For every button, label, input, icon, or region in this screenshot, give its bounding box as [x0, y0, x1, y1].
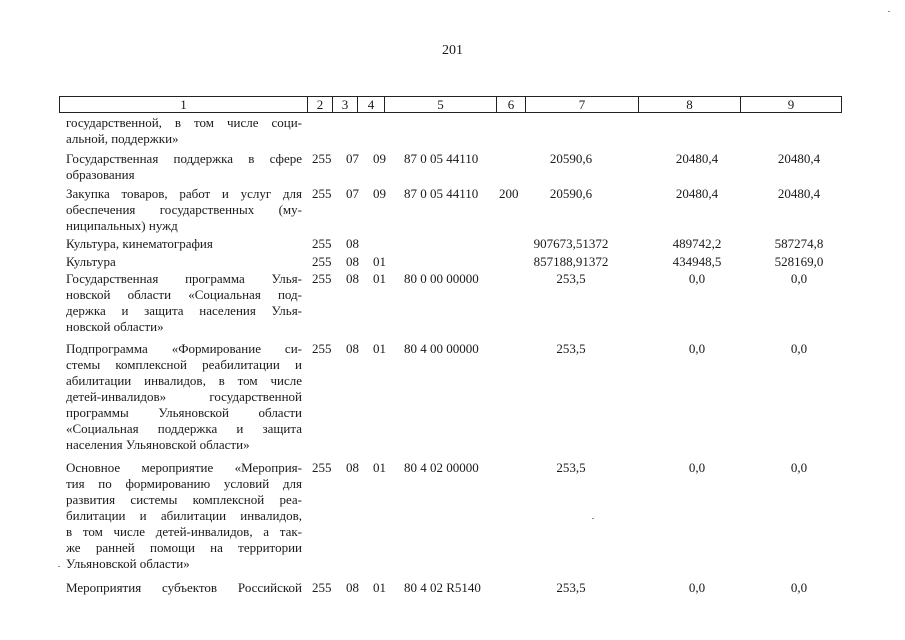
cell-amount-2: 489742,2: [672, 236, 722, 251]
row-name: [66, 254, 302, 270]
header-col-3: 3: [333, 97, 358, 112]
cell-csr: 80 4 02 00000: [404, 460, 479, 475]
cell-pr: 01: [373, 580, 386, 595]
cell-pr: 09: [373, 186, 386, 201]
row-name-line: обеспечения государственных (му-: [66, 202, 302, 217]
header-col-8: 8: [639, 97, 741, 112]
header-col-9: 9: [787, 97, 795, 112]
cell-pr: 01: [373, 271, 386, 286]
row-name-line: в том числе детей-инвалидов, а так-: [66, 524, 302, 539]
row-name-line: государственной, в том числе соци-: [66, 115, 302, 130]
cell-rz: 08: [346, 460, 359, 475]
cell-amount-1: 907673,51372: [533, 236, 609, 251]
page-number: 201: [442, 43, 463, 58]
cell-gr: 255: [312, 271, 332, 286]
cell-amount-3: 528169,0: [774, 254, 824, 269]
cell-pr: 01: [373, 460, 386, 475]
cell-csr: 80 0 00 00000: [404, 271, 479, 286]
cell-amount-3: 20480,4: [777, 186, 821, 201]
row-name: [66, 580, 302, 596]
cell-amount-1: 253,5: [556, 271, 586, 286]
table-header: [59, 96, 842, 113]
header-col-6: 6: [497, 97, 526, 112]
row-name-line: Мероприятия субъектов Российской: [66, 580, 302, 595]
row-name-line: Закупка товаров, работ и услуг для: [66, 186, 302, 201]
cell-gr: 255: [312, 341, 332, 356]
row-name-line: программы Ульяновской области: [66, 405, 302, 420]
cell-amount-2: 0,0: [688, 271, 706, 286]
row-name-line: же ранней помощи на территории: [66, 540, 302, 555]
header-col-7: 7: [526, 97, 639, 112]
row-name-line: «Социальная поддержка и защита: [66, 421, 302, 436]
cell-rz: 08: [346, 580, 359, 595]
cell-amount-2: 434948,5: [672, 254, 722, 269]
cell-amount-2: 0,0: [688, 341, 706, 356]
row-name: [66, 186, 302, 234]
cell-amount-2: 20480,4: [675, 186, 719, 201]
cell-csr: 87 0 05 44110: [404, 186, 479, 201]
cell-pr: 01: [373, 254, 386, 269]
scan-speck: [592, 518, 594, 519]
cell-amount-2: 0,0: [688, 460, 706, 475]
header-col-1: 1: [60, 97, 308, 112]
cell-amount-2: 0,0: [688, 580, 706, 595]
cell-vr: 200: [499, 186, 519, 201]
row-name-line: населения Ульяновской области»: [66, 437, 250, 452]
scan-speck: [58, 566, 60, 567]
row-name-line: Основное мероприятие «Мероприя-: [66, 460, 302, 475]
cell-amount-2: 20480,4: [675, 151, 719, 166]
row-name-line: Культура: [66, 254, 116, 269]
row-name: [66, 236, 302, 252]
row-name-line: новской области»: [66, 319, 164, 334]
row-name-line: новской области «Социальная под-: [66, 287, 302, 302]
cell-amount-1: 20590,6: [549, 151, 593, 166]
row-name-line: Ульяновской области»: [66, 556, 190, 571]
row-name-line: развития системы комплексной реа-: [66, 492, 302, 507]
cell-amount-3: 20480,4: [777, 151, 821, 166]
cell-pr: 01: [373, 341, 386, 356]
row-name-line: ниципальных) нужд: [66, 218, 178, 233]
row-name-line: Государственная поддержка в сфере: [66, 151, 302, 166]
cell-rz: 08: [346, 271, 359, 286]
cell-amount-1: 253,5: [556, 460, 586, 475]
row-name-line: билитации и абилитации инвалидов,: [66, 508, 302, 523]
cell-gr: 255: [312, 151, 332, 166]
cell-amount-1: 253,5: [556, 341, 586, 356]
cell-amount-1: 857188,91372: [533, 254, 609, 269]
header-col-2: 2: [308, 97, 333, 112]
cell-amount-3: 0,0: [790, 460, 808, 475]
row-name-line: Государственная программа Улья-: [66, 271, 302, 286]
cell-amount-3: 0,0: [790, 580, 808, 595]
cell-gr: 255: [312, 236, 332, 251]
cell-amount-1: 253,5: [556, 580, 586, 595]
cell-gr: 255: [312, 186, 332, 201]
row-name: [66, 151, 302, 183]
row-name-line: тия по формированию условий для: [66, 476, 302, 491]
row-name-line: Культура, кинематография: [66, 236, 213, 251]
row-name: [66, 460, 302, 572]
row-name-line: образования: [66, 167, 135, 182]
cell-amount-3: 587274,8: [774, 236, 824, 251]
row-name-line: абилитации инвалидов, в том числе: [66, 373, 302, 388]
cell-amount-3: 0,0: [790, 271, 808, 286]
row-name: [66, 115, 302, 147]
cell-gr: 255: [312, 254, 332, 269]
header-col-4: 4: [358, 97, 385, 112]
row-name: [66, 341, 302, 453]
cell-amount-1: 20590,6: [549, 186, 593, 201]
cell-rz: 07: [346, 151, 359, 166]
cell-amount-3: 0,0: [790, 341, 808, 356]
cell-rz: 08: [346, 254, 359, 269]
header-col-5: 5: [385, 97, 497, 112]
cell-rz: 07: [346, 186, 359, 201]
cell-rz: 08: [346, 341, 359, 356]
row-name-line: детей-инвалидов» государственной: [66, 389, 302, 404]
row-name-line: стемы комплексной реабилитации и: [66, 357, 302, 372]
scan-speck: [888, 11, 890, 12]
cell-gr: 255: [312, 580, 332, 595]
row-name-line: держка и защита населения Улья-: [66, 303, 302, 318]
cell-rz: 08: [346, 236, 359, 251]
row-name: [66, 271, 302, 335]
cell-csr: 80 4 00 00000: [404, 341, 479, 356]
cell-gr: 255: [312, 460, 332, 475]
cell-csr: 87 0 05 44110: [404, 151, 479, 166]
row-name-line: альной, поддержки»: [66, 131, 179, 146]
row-name-line: Подпрограмма «Формирование си-: [66, 341, 302, 356]
cell-pr: 09: [373, 151, 386, 166]
cell-csr: 80 4 02 R5140: [404, 580, 481, 595]
